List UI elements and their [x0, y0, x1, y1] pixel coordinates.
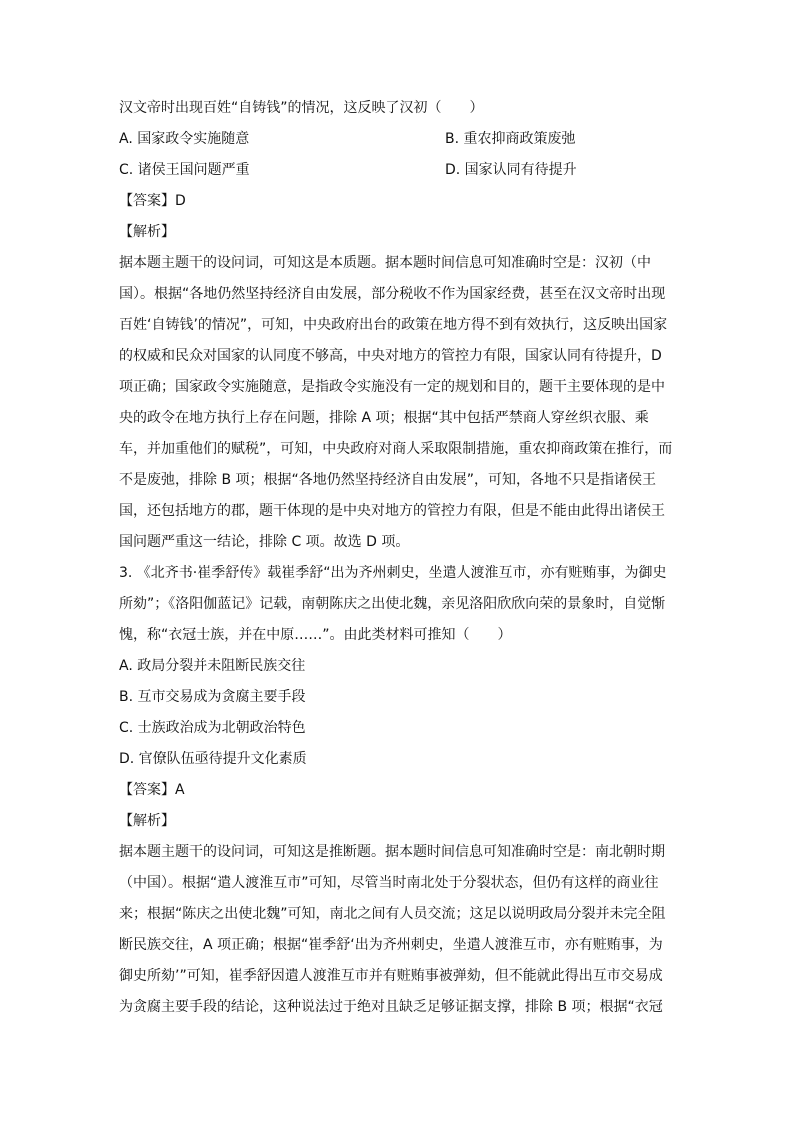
question-2-options-row-2: [119, 160, 679, 191]
analysis-line: 御史所劾’”可知，崔季舒因遣人渡淮互市并有赃贿事被弹劾，但不能就此得出互市交易成: [119, 968, 663, 984]
question-2-answer: 【答案】D: [119, 193, 186, 209]
option-b: B. 互市交易成为贪腐主要手段: [119, 689, 306, 705]
document-page: [119, 98, 679, 1028]
option-c: C. 士族政治成为北朝政治特色: [119, 720, 306, 736]
option-d: D. 官僚队伍亟待提升文化素质: [119, 751, 307, 767]
question-2-stem: 汉文帝时出现百姓“自铸钱”的情况，这反映了汉初（ ）: [119, 100, 484, 116]
option-b: B. 重农抑商政策废弛: [445, 131, 576, 147]
analysis-line: 断民族交往，A 项正确；根据“崔季舒‘出为齐州刺史，坐遣人渡淮互市，亦有赃贿事，为: [119, 937, 663, 953]
question-3-analysis-label: 【解析】: [119, 813, 175, 829]
analysis-line: 据本题主题干的设问词，可知这是本质题。据本题时间信息可知准确时空是：汉初（中: [119, 255, 651, 271]
analysis-line: 据本题主题干的设问词，可知这是推断题。据本题时间信息可知准确时空是：南北朝时期: [119, 844, 665, 860]
option-a: A. 国家政令实施随意: [119, 131, 250, 147]
analysis-line: （中国）。根据“遣人渡淮互市”可知，尽管当时南北处于分裂状态，但仍有这样的商业往: [119, 875, 659, 891]
analysis-line: 来；根据“陈庆之出使北魏”可知，南北之间有人员交流；这足以说明政局分裂并未完全阻: [119, 906, 666, 922]
option-a: A. 政局分裂并未阻断民族交往: [119, 658, 306, 674]
question-3-answer: 【答案】A: [119, 782, 185, 798]
option-d: D. 国家认同有待提升: [445, 162, 577, 178]
analysis-line: 国，还包括地方的郡，题干体现的是中央对地方的管控力有限，但是不能由此得出诸侯王: [119, 503, 665, 519]
analysis-line: 百姓‘自铸钱’的情况”，可知，中央政府出台的政策在地方得不到有效执行，这反映出国家: [119, 317, 668, 333]
stem-line: 3. 《北齐书·崔季舒传》载崔季舒“出为齐州刺史，坐遣人渡淮互市，亦有赃贿事，为御史: [119, 565, 667, 581]
analysis-line: 国问题严重这一结论，排除 C 项。故选 D 项。: [119, 534, 410, 550]
stem-line: 所劾”；《洛阳伽蓝记》记载，南朝陈庆之出使北魏，亲见洛阳欣欣向荣的景象时，自觉惭: [119, 596, 666, 612]
analysis-line: 为贪腐主要手段的结论，这种说法过于绝对且缺乏足够证据支撑，排除 B 项；根据“衣冠: [119, 999, 663, 1015]
question-3-stem: [119, 563, 679, 656]
analysis-line: 车，并加重他们的赋税”，可知，中央政府对商人采取限制措施，重农抑商政策在推行，而: [119, 441, 673, 457]
analysis-line: 项正确；国家政令实施随意，是指政令实施没有一定的规划和目的，题干主要体现的是中: [119, 379, 665, 395]
stem-line: 愧，称“衣冠士族，并在中原……”。由此类材料可推知（ ）: [119, 627, 512, 643]
analysis-line: 不是废弛，排除 B 项；根据“各地仍然坚持经济自由发展”，可知，各地不只是指诸侯王: [119, 472, 657, 488]
question-2-options-row-1: [119, 129, 679, 160]
analysis-line: 的权威和民众对国家的认同度不够高，中央对地方的管控力有限，国家认同有待提升，D: [119, 348, 662, 364]
analysis-line: 国）。根据“各地仍然坚持经济自由发展，部分税收不作为国家经费，甚至在汉文帝时出现: [119, 286, 666, 302]
option-c: C. 诸侯王国问题严重: [119, 162, 250, 178]
analysis-line: 央的政令在地方执行上存在问题，排除 A 项；根据“其中包括严禁商人穿丝织衣服、乘: [119, 410, 649, 426]
question-2-analysis: [119, 253, 679, 563]
question-2-analysis-label: 【解析】: [119, 224, 175, 240]
question-3-analysis: [119, 842, 679, 1028]
